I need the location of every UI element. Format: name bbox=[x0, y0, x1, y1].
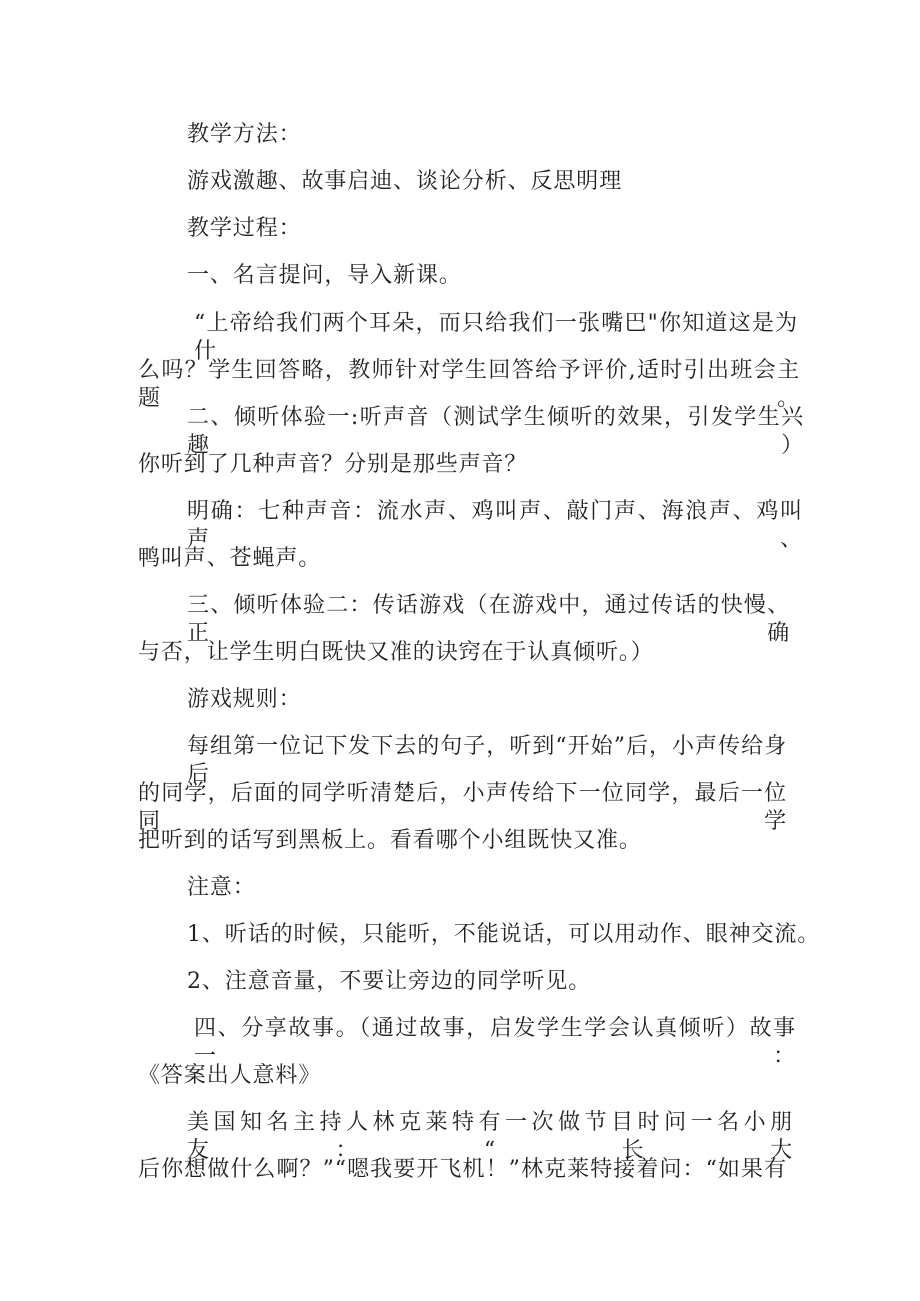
heading-game-rules: 游戏规则： bbox=[187, 687, 302, 712]
heading-teaching-methods: 教学方法： bbox=[187, 122, 302, 147]
note-item-1: 1、听话的时候，只能听，不能说话，可以用动作、眼神交流。 bbox=[187, 922, 821, 947]
paragraph-sound-question: 你听到了几种声音？分别是那些声音？ bbox=[138, 452, 528, 477]
section-one-heading: 一、名言提问，导入新课。 bbox=[187, 263, 462, 288]
paragraph-seven-sounds-line-1: 明确：七种声音：流水声、鸡叫声、敲门声、海浪声、鸡叫声、 bbox=[187, 499, 803, 552]
paragraph-game-rules-line-2: 的同学，后面的同学听清楚后，小声传给下一位同学，最后一位同学 bbox=[138, 781, 787, 834]
section-three-heading-line-2: 与否，让学生明白既快又准的诀窍在于认真倾听。） bbox=[138, 640, 654, 665]
paragraph-seven-sounds-line-2: 鸭叫声、苍蝇声。 bbox=[138, 546, 322, 571]
paragraph-game-rules-line-1: 每组第一位记下发下去的句子，听到“开始”后，小声传给身后 bbox=[187, 734, 787, 787]
section-four-heading: 四、分享故事。（通过故事，启发学生学会认真倾听）故事一： bbox=[194, 1016, 796, 1069]
paragraph-teaching-methods-list: 游戏激趣、故事启迪、谈论分析、反思明理 bbox=[187, 169, 623, 194]
section-three-heading-line-1: 三、倾听体验二：传话游戏（在游戏中，通过传话的快慢、正确 bbox=[187, 593, 790, 646]
heading-notes: 注意： bbox=[187, 875, 256, 900]
paragraph-quote-line-2: 么吗？学生回答略，教师针对学生回答给予评价,适时引出班会主题。 bbox=[138, 358, 800, 411]
story-paragraph-line-2: 后你想做什么啊？”“嗯我要开飞机！”林克莱特接着问：“如果有 bbox=[138, 1157, 787, 1182]
section-two-heading: 二、倾听体验一:听声音（测试学生倾听的效果，引发学生兴趣） bbox=[187, 405, 804, 458]
heading-teaching-process: 教学过程： bbox=[187, 216, 302, 241]
story-paragraph-line-1: 美国知名主持人林克莱特有一次做节目时问一名小朋友：“长大 bbox=[187, 1110, 793, 1163]
paragraph-quote-line-1: “上帝给我们两个耳朵，而只给我们一张嘴巴"你知道这是为什 bbox=[194, 311, 798, 364]
paragraph-game-rules-line-3: 把听到的话写到黑板上。看看哪个小组既快又准。 bbox=[138, 828, 642, 853]
note-item-2: 2、注意音量，不要让旁边的同学听见。 bbox=[187, 969, 592, 994]
story-one-title: 《答案出人意料》 bbox=[138, 1063, 322, 1088]
